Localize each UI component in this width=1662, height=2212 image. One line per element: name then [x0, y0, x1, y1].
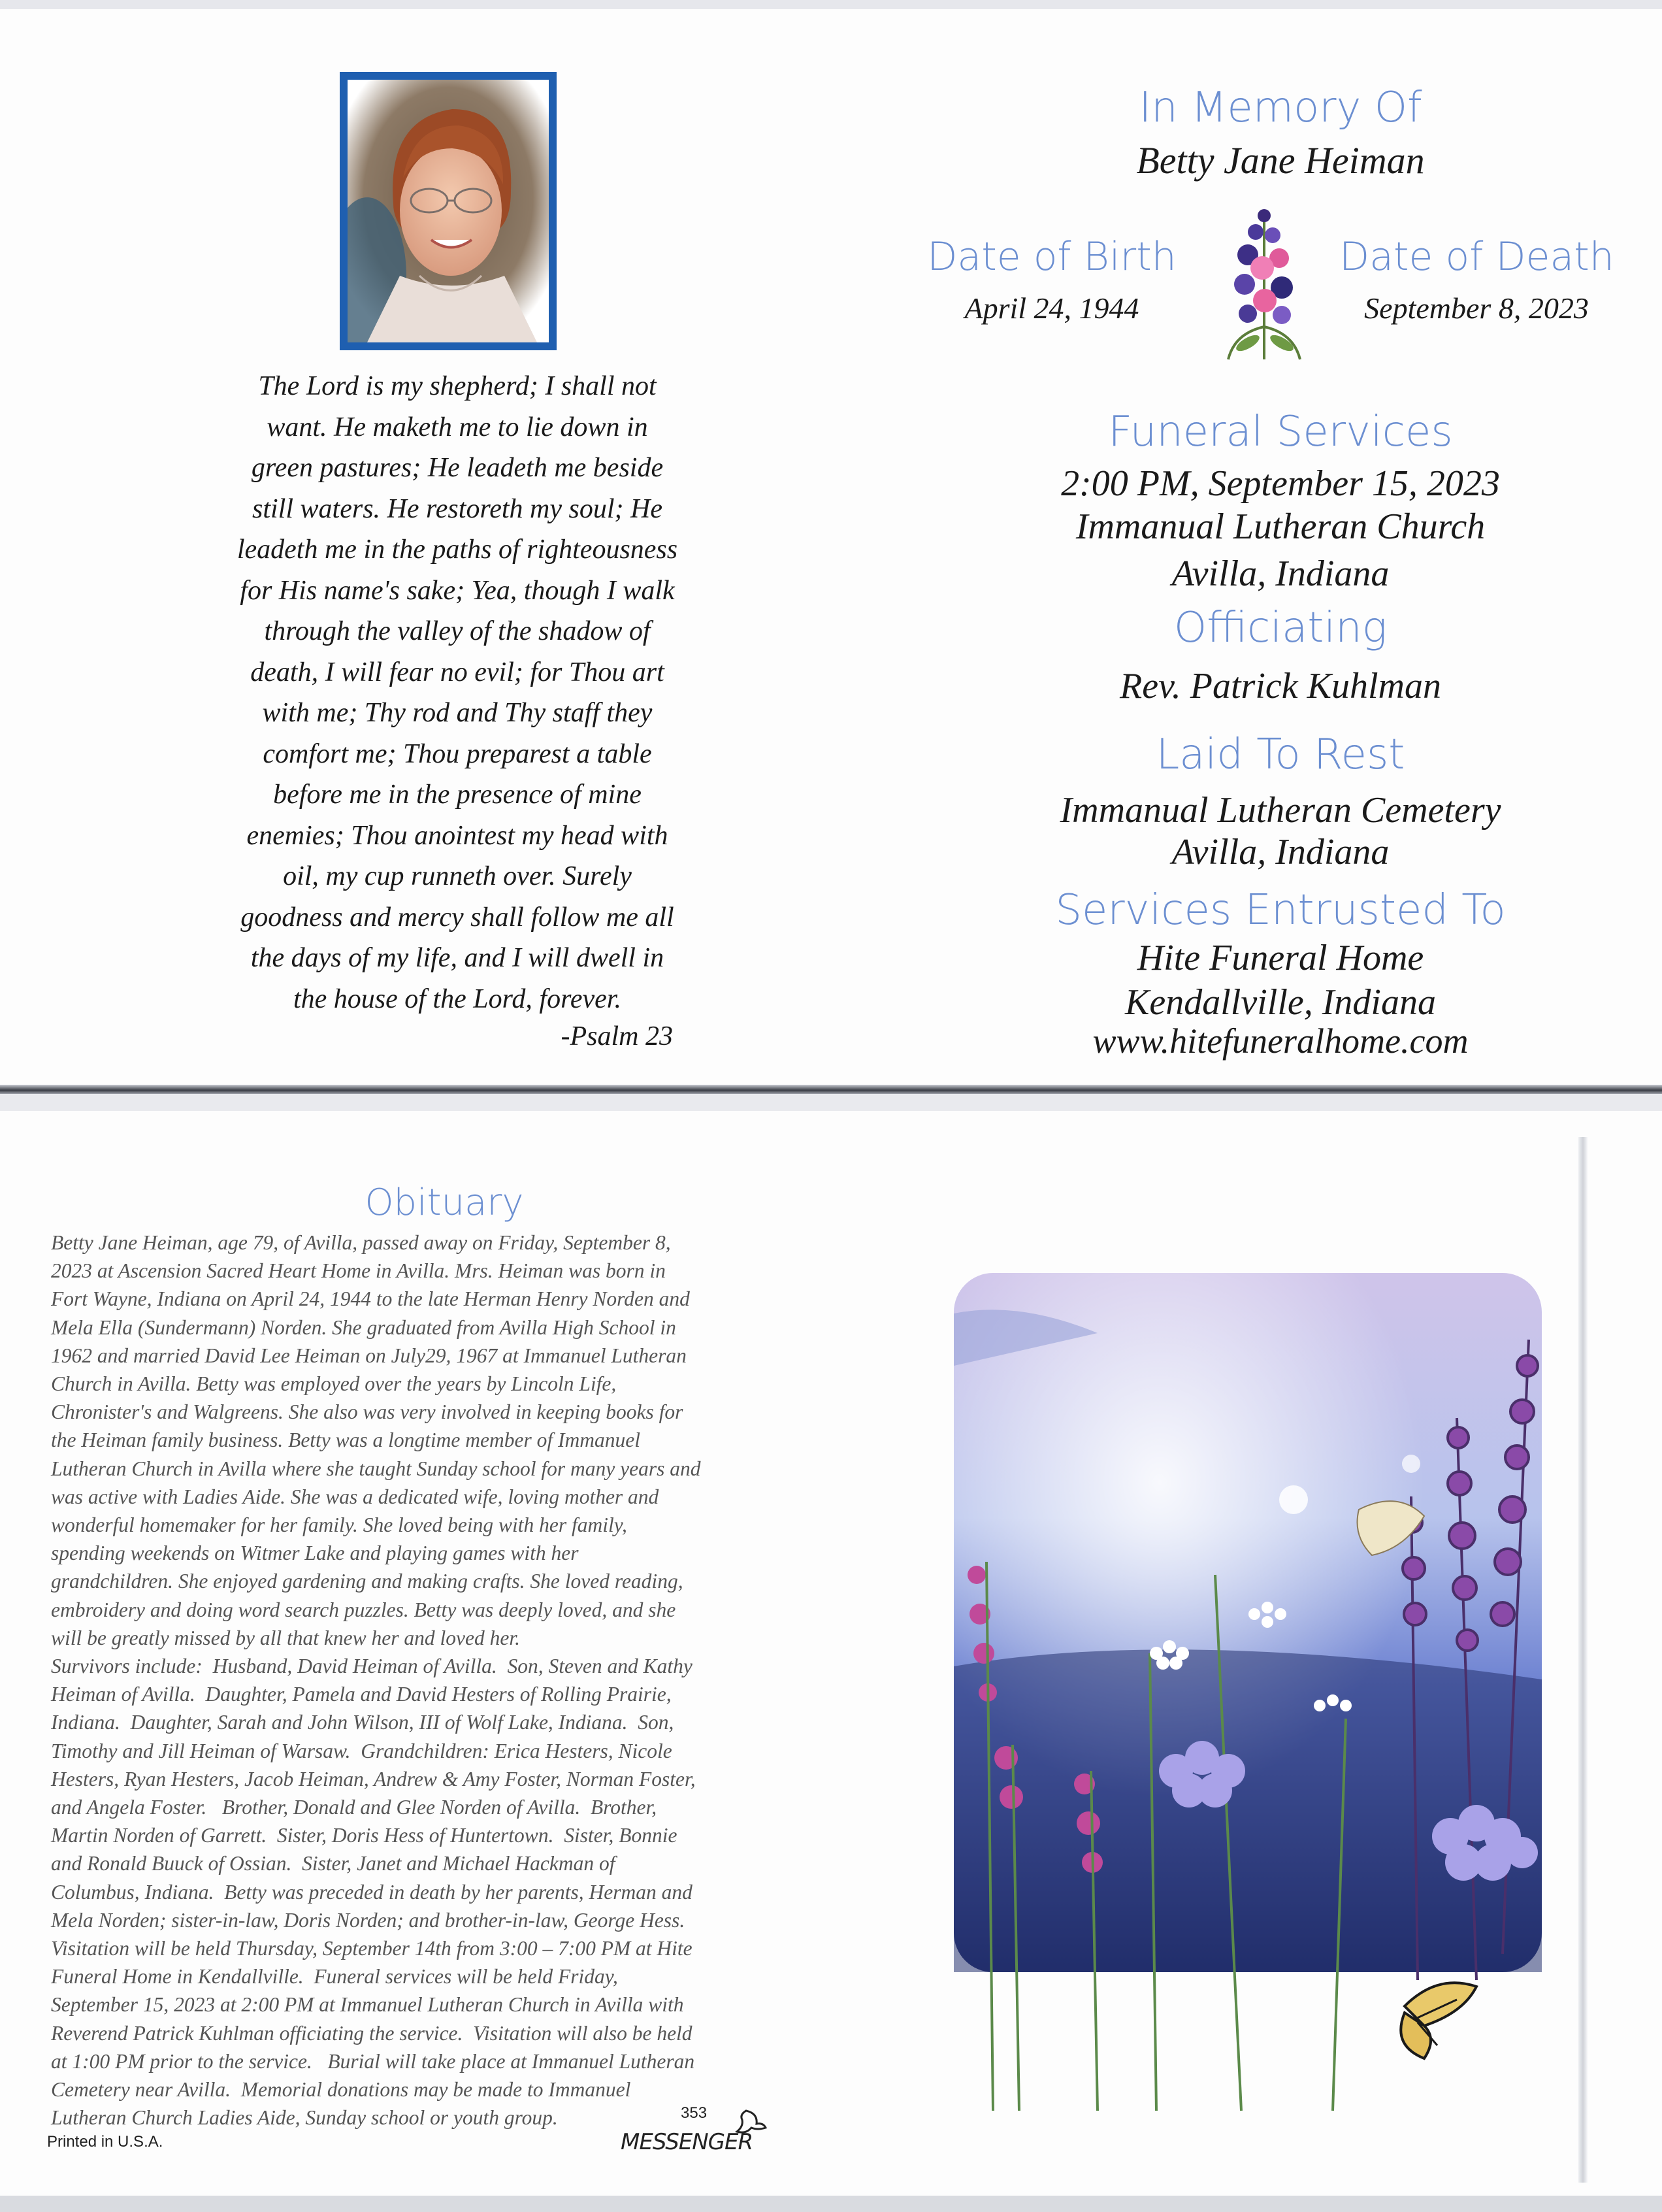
bottom-edge	[0, 2196, 1662, 2212]
fold-gap	[0, 1094, 1662, 1111]
entrusted-heading: Services Entrusted To	[1055, 886, 1506, 934]
in-memory-heading: In Memory Of	[1139, 84, 1422, 132]
obituary-heading: Obituary	[365, 1181, 524, 1224]
rest-city: Avilla, Indiana	[1171, 832, 1390, 872]
rest-heading: Laid To Rest	[1156, 731, 1405, 779]
funeral-heading: Funeral Services	[1108, 408, 1453, 456]
birth-heading: Date of Birth	[927, 234, 1177, 280]
funeral-home-name: Hite Funeral Home	[1137, 938, 1424, 978]
form-number: 353	[681, 2104, 708, 2122]
funeral-home-city: Kendallville, Indiana	[1125, 982, 1436, 1023]
death-date: September 8, 2023	[1364, 291, 1589, 325]
portrait-illustration	[348, 80, 549, 342]
birth-date: April 24, 1944	[964, 291, 1139, 325]
rest-place: Immanual Lutheran Cemetery	[1060, 790, 1501, 831]
funeral-time: 2:00 PM, September 15, 2023	[1061, 463, 1500, 504]
portrait-image	[348, 80, 549, 342]
portrait-photo	[340, 72, 557, 350]
funeral-city: Avilla, Indiana	[1171, 553, 1390, 594]
psalm-text: The Lord is my shepherd; I shall not want. He maketh me to lie down in green pastures; He leadeth me beside still waters. He restoreth my soul; He leadeth me in the paths of righteousness for His name's sake; Yea, though I walk through the valley of the shadow of death, I will fear no evil; for Thou art with me; Thy rod and Thy staff they comfort me; Thou preparest a table before me in the presence of mine enemies; Thou anointest my head with oil, my cup runneth over. Surely goodness and mercy shall follow me all the days of my life, and I will dwell in the house of the Lord, forever.	[236, 371, 678, 1014]
funeral-home-website: www.hitefuneralhome.com	[1092, 1021, 1469, 1061]
butterfly-icon	[1401, 1983, 1476, 2058]
floral-sprig-icon	[1209, 196, 1320, 367]
deceased-name: Betty Jane Heiman	[1136, 139, 1425, 182]
funeral-place: Immanual Lutheran Church	[1075, 506, 1486, 547]
floral-landscape-illustration	[849, 1261, 1607, 2124]
psalm-citation: -Psalm 23	[561, 1021, 673, 1051]
brand-name: MESSENGER	[621, 2129, 753, 2155]
printed-note: Printed in U.S.A.	[47, 2133, 163, 2151]
fold-shadow	[0, 1085, 1662, 1094]
officiant-name: Rev. Patrick Kuhlman	[1120, 666, 1441, 706]
obituary-text: Betty Jane Heiman, age 79, of Avilla, passed away on Friday, September 8, 2023 at Ascension Sacred Heart Home in Avilla. Mrs. Heiman was born in Fort Wayne, Indiana on April 24, 1944 to the late Herman Henry Norden and Mela Ella (Sundermann) Norden. She graduated from Avilla High School in 1962 and married David Lee Heiman on July29, 1967 at Immanuel Lutheran Church in Avilla. Betty was employed over the years by Lincoln Life, Chronister's and Walgreens. She also was very involved in keeping books for the Heiman family business. Betty was a longtime member of Immanuel Lutheran Church in Avilla where she taught Sunday school for many years and was active with Ladies Aide. She was a dedicated wife, loving mother and wonderful homemaker for her family. She loved being with her family, spending weekends on Witmer Lake and playing games with her grandchildren. She enjoyed gardening and making crafts. She loved reading, embroidery and doing word search puzzles. Betty was deeply loved, and she will be greatly missed by all that knew her and loved her. Survivors include: Husband, David Heiman of Avilla. Son, Steven and Kathy Heiman of Avilla. Daughter, Pamela and David Hesters of Rolling Prairie, Indiana. Daughter, Sarah and John Wilson, III of Wolf Lake, Indiana. Son, Timothy and Jill Heiman of Warsaw. Grandchildren: Erica Hesters, Nicole Hesters, Ryan Hesters, Jacob Heiman, Andrew & Amy Foster, Norman Foster, and Angela Foster. Brother, Donald and Glee Norden of Avilla. Brother, Martin Norden of Garrett. Sister, Doris Hess of Huntertown. Sister, Bonnie and Ronald Buuck of Ossian. Sister, Janet and Michael Hackman of Columbus, Indiana. Betty was preceded in death by her parents, Herman and Mela Norden; sister-in-law, Doris Norden; and brother-in-law, George Hess. Visitation will be held Thursday, September 14th from 3:00 – 7:00 PM at Hite Funeral Home in Kendallville. Funeral services will be held Friday, September 15, 2023 at 2:00 PM at Immanuel Lutheran Church in Avilla with Reverend Patrick Kuhlman officiating the service. Visitation will also be held at 1:00 PM prior to the service. Burial will take place at Immanuel Lutheran Cemetery near Avilla. Memorial donations may be made to Immanuel Lutheran Church Ladies Aide, Sunday school or youth group.	[51, 1231, 701, 2130]
officiating-heading: Officiating	[1173, 604, 1388, 652]
death-heading: Date of Death	[1339, 234, 1614, 280]
